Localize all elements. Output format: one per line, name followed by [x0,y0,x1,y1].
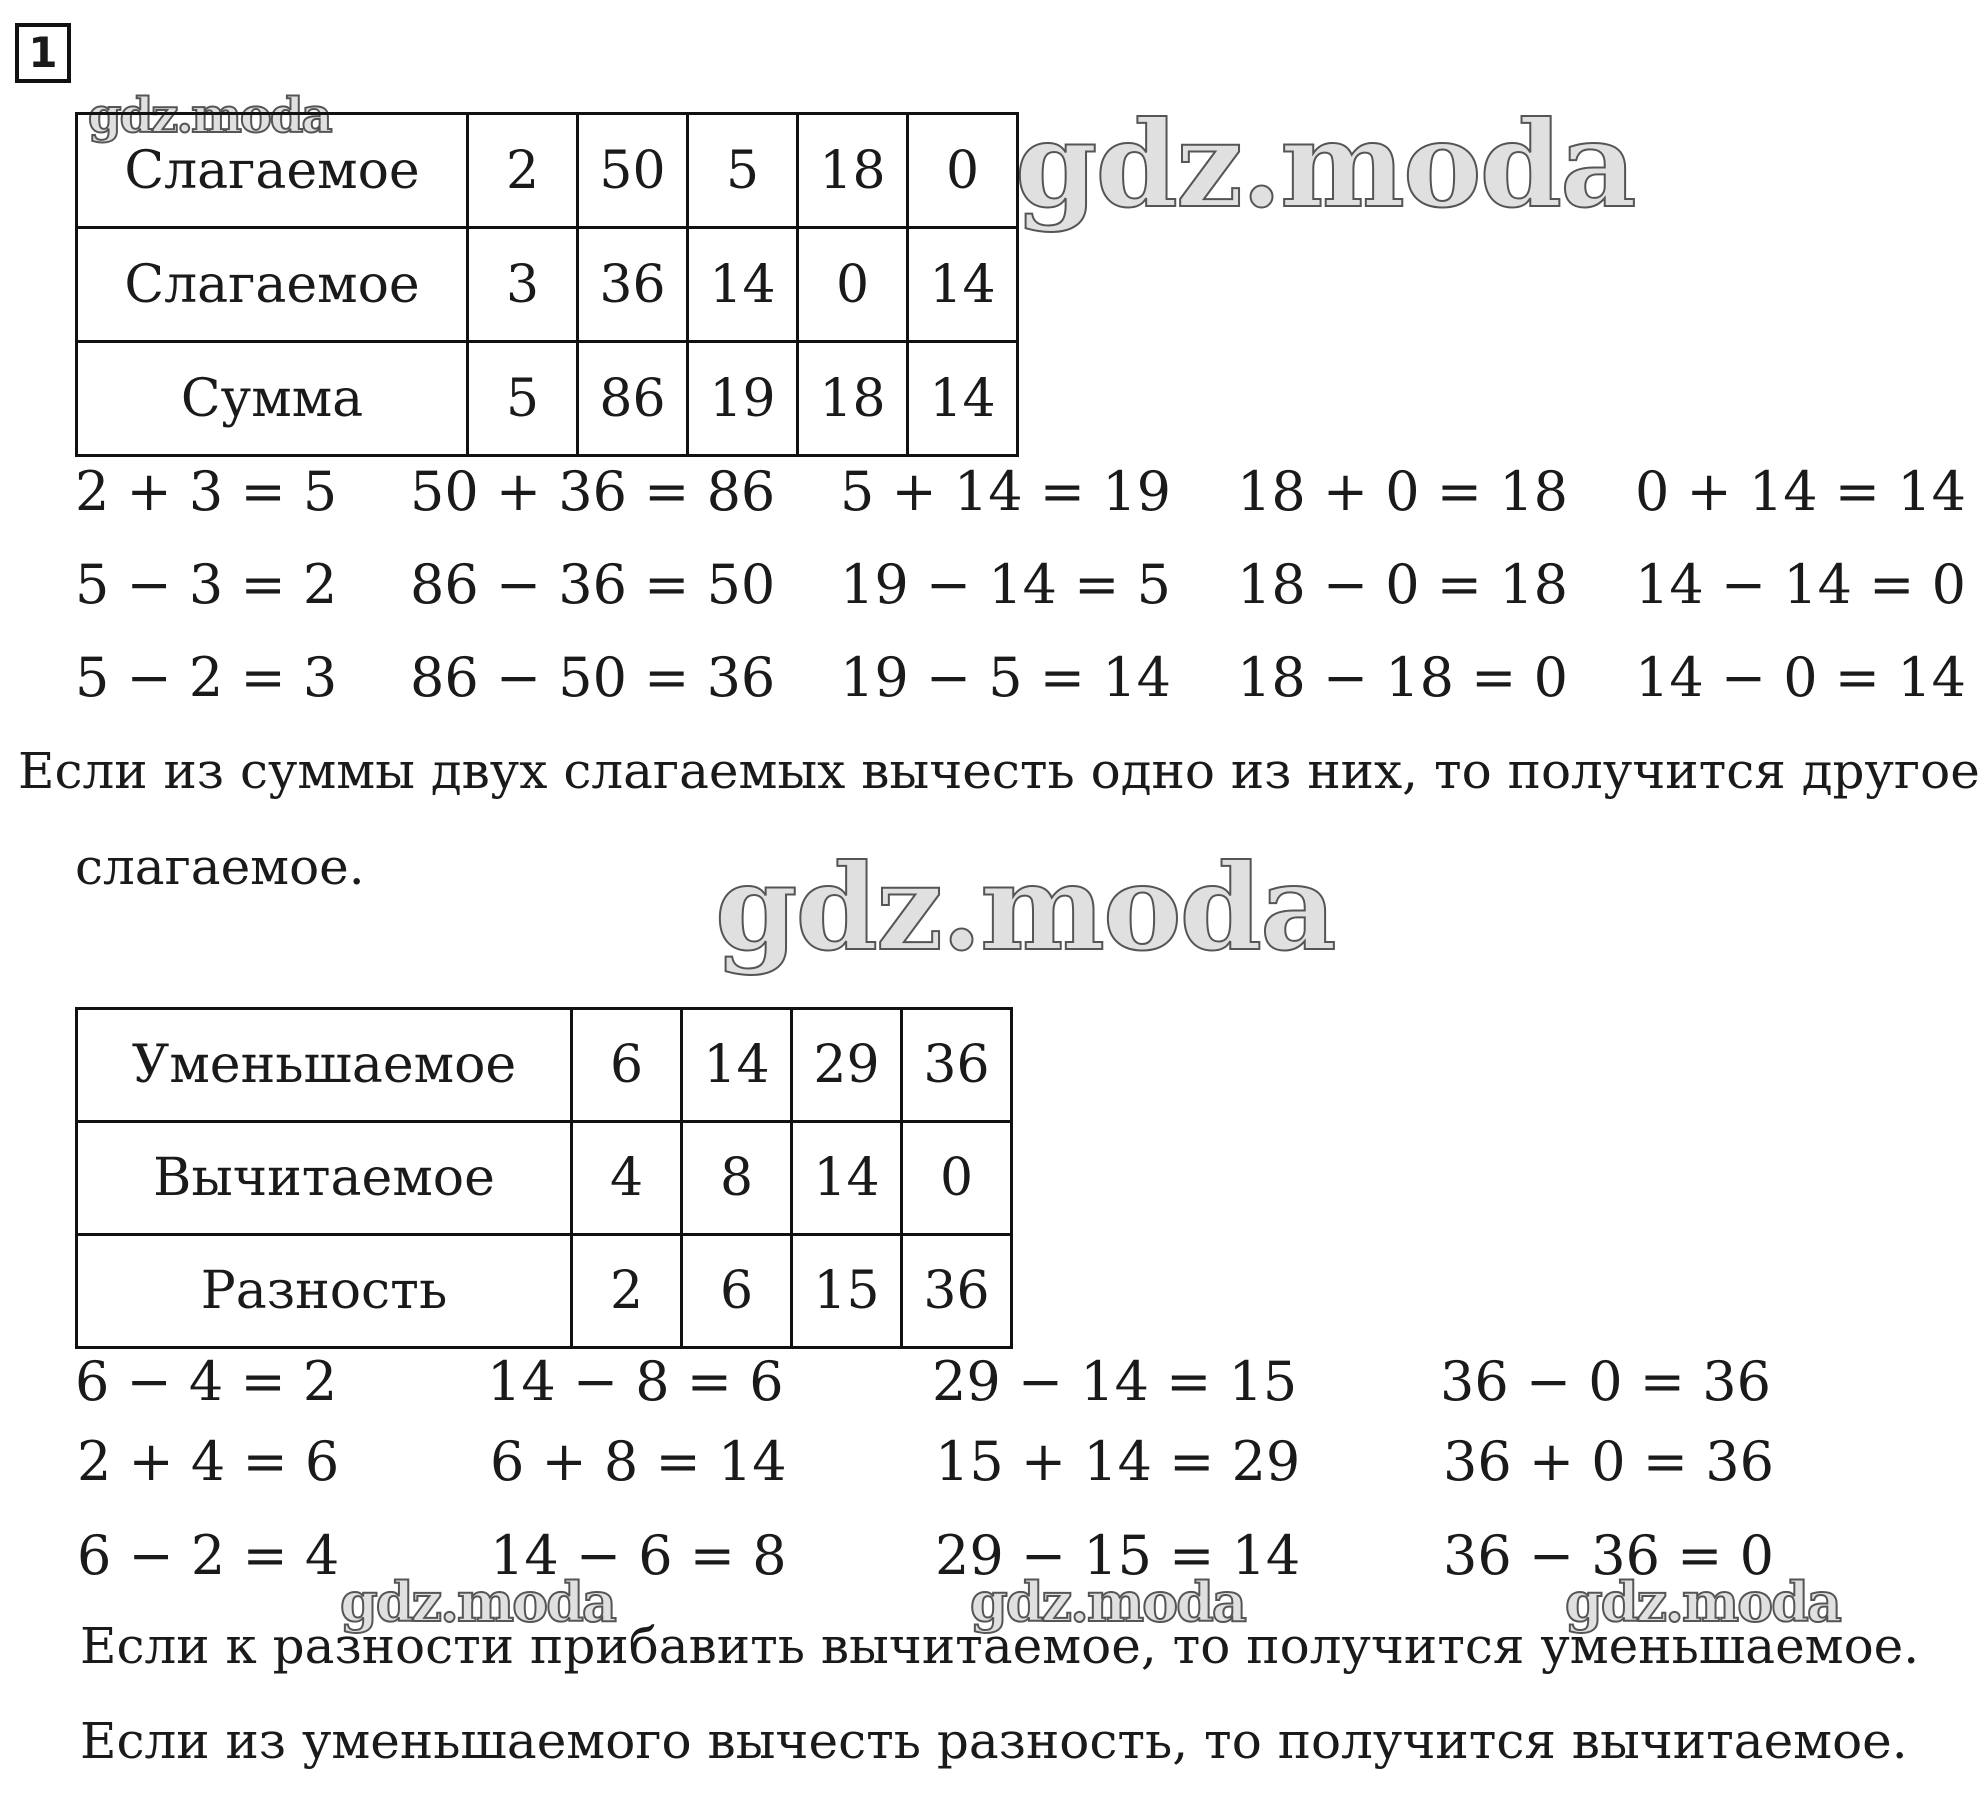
equation-row [75,1524,1955,1594]
equation: 36 − 0 = 36 [1440,1350,1771,1413]
table-cell: 14 [688,228,798,342]
row-label: Вычитаемое [77,1122,572,1235]
table-row [77,1009,1012,1122]
equation: 6 − 2 = 4 [77,1524,340,1587]
table-cell: 19 [688,342,798,456]
watermark-top-left: gdz.moda [88,88,331,144]
table-cell: 5 [468,342,578,456]
table-cell: 50 [578,114,688,228]
table-row [77,342,1018,456]
equation: 15 + 14 = 29 [935,1430,1301,1493]
equation: 0 + 14 = 14 [1635,460,1966,523]
rule-sum-line1: Если из суммы двух слагаемых вычесть одно из них, то получится другое [18,742,1980,800]
table-cell: 14 [908,342,1018,456]
table-row [77,228,1018,342]
table-cell: 36 [578,228,688,342]
equation: 19 − 14 = 5 [840,553,1171,616]
watermark-bottom-left: gdz.moda [340,1570,615,1634]
table-cell: 8 [682,1122,792,1235]
table-cell: 0 [908,114,1018,228]
equation: 50 + 36 = 86 [410,460,776,523]
equation: 36 + 0 = 36 [1443,1430,1774,1493]
row-label: Разность [77,1235,572,1348]
equation: 2 + 3 = 5 [75,460,338,523]
equation-row [75,1430,1955,1500]
table-cell: 18 [798,114,908,228]
equation: 6 + 8 = 14 [490,1430,787,1493]
equation: 2 + 4 = 6 [77,1430,340,1493]
table-cell: 0 [902,1122,1012,1235]
equation: 14 − 14 = 0 [1635,553,1966,616]
equation-row [75,1350,1955,1420]
row-label: Уменьшаемое [77,1009,572,1122]
watermark-bottom-right: gdz.moda [1565,1570,1840,1634]
equation: 29 − 14 = 15 [932,1350,1298,1413]
watermark-bottom-center: gdz.moda [970,1570,1245,1634]
equation-row [75,460,1966,530]
table-cell: 14 [792,1122,902,1235]
table-cell: 36 [902,1235,1012,1348]
table-row [77,1122,1012,1235]
equation: 86 − 36 = 50 [410,553,776,616]
table-cell: 3 [468,228,578,342]
table-cell: 6 [572,1009,682,1122]
table-row [77,1235,1012,1348]
table-cell: 2 [572,1235,682,1348]
equation: 18 − 0 = 18 [1237,553,1568,616]
table-cell: 4 [572,1122,682,1235]
table-cell: 14 [908,228,1018,342]
equation: 5 − 3 = 2 [75,553,338,616]
equation: 19 − 5 = 14 [840,646,1171,709]
table-cell: 5 [688,114,798,228]
equation: 14 − 8 = 6 [487,1350,784,1413]
table-cell: 86 [578,342,688,456]
row-label: Слагаемое [77,228,468,342]
equation: 14 − 6 = 8 [490,1524,787,1587]
equation: 14 − 0 = 14 [1635,646,1966,709]
table-cell: 18 [798,342,908,456]
watermark-top-right: gdz.moda [1015,95,1635,234]
table-cell: 2 [468,114,578,228]
table-cell: 6 [682,1235,792,1348]
table-cell: 14 [682,1009,792,1122]
addends-sum-table [75,112,1019,457]
watermark-middle: gdz.moda [715,838,1335,977]
minuend-subtrahend-table [75,1007,1013,1349]
table-cell: 15 [792,1235,902,1348]
task-number: 1 [15,23,71,83]
rule-sum-line2: слагаемое. [75,838,365,896]
equation: 36 − 36 = 0 [1443,1524,1774,1587]
table-cell: 36 [902,1009,1012,1122]
equation: 5 − 2 = 3 [75,646,338,709]
equation: 5 + 14 = 19 [840,460,1171,523]
table-row [77,114,1018,228]
equation: 18 + 0 = 18 [1237,460,1568,523]
equation: 86 − 50 = 36 [410,646,776,709]
equation: 29 − 15 = 14 [935,1524,1301,1587]
equation: 18 − 18 = 0 [1237,646,1568,709]
equation-row [75,553,1966,623]
row-label: Слагаемое [77,114,468,228]
table-cell: 29 [792,1009,902,1122]
row-label: Сумма [77,342,468,456]
rule-diff-line1: Если к разности прибавить вычитаемое, то получится уменьшаемое. [80,1617,1920,1675]
rule-diff-line2: Если из уменьшаемого вычесть разность, то получится вычитаемое. [80,1712,1908,1770]
equation-row [75,646,1966,716]
table-cell: 0 [798,228,908,342]
equation: 6 − 4 = 2 [75,1350,338,1413]
